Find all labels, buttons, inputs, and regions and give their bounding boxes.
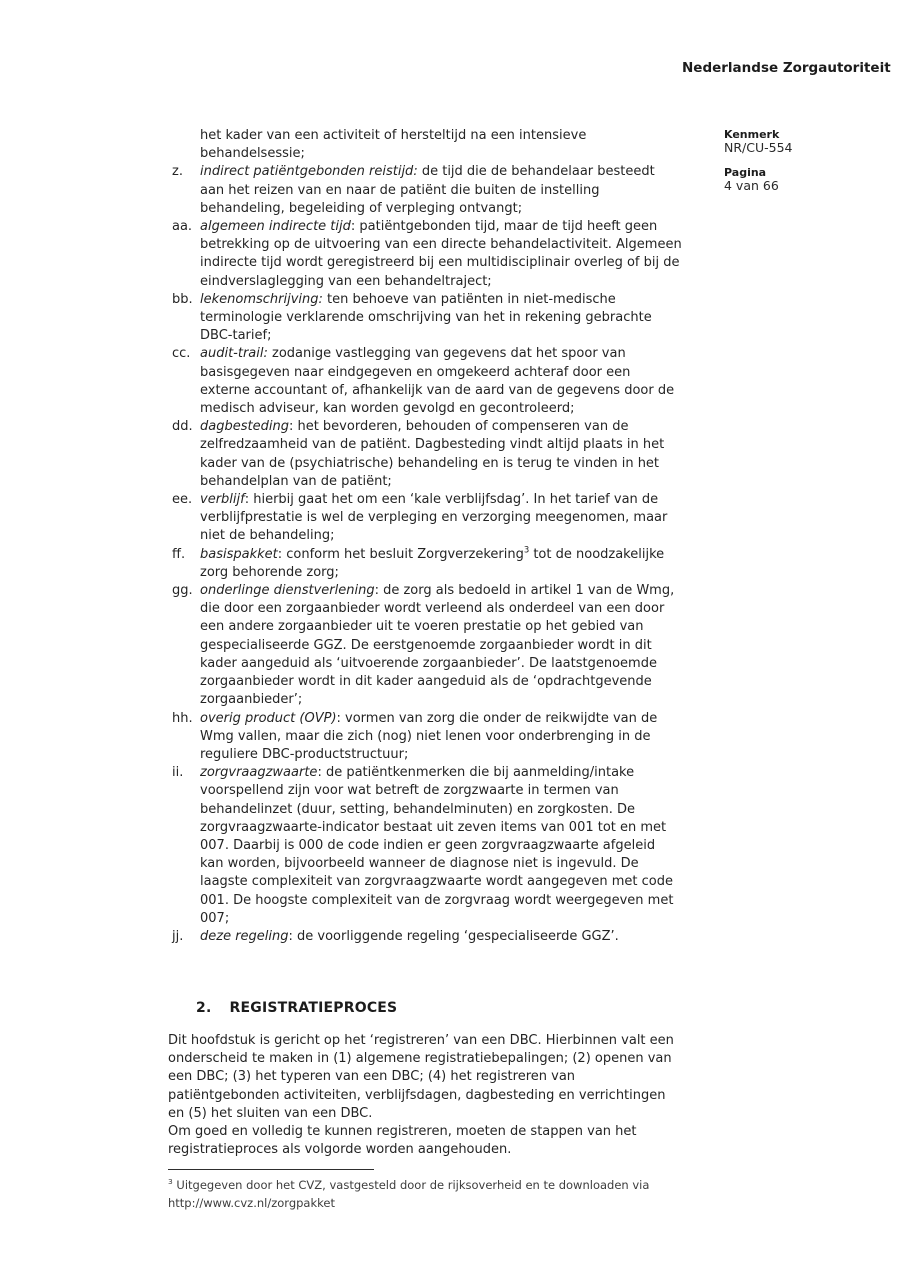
kenmerk-label: Kenmerk: [724, 128, 780, 141]
definition-term: algemeen indirecte tijd: [200, 219, 351, 235]
definition-label: ee.: [172, 492, 193, 508]
definition-label: dd.: [172, 419, 193, 435]
definition-list: [168, 127, 682, 946]
footnote-url: http://www.cvz.nl/zorgpakket: [168, 1196, 335, 1210]
definition-term: lekenomschrijving:: [200, 291, 323, 307]
definition-item: [168, 163, 682, 218]
superscript-reference: 3: [523, 544, 530, 555]
definition-item: [168, 546, 682, 582]
definition-label: hh.: [172, 710, 193, 726]
definition-text: [200, 491, 682, 546]
definition-body-text: : de voorliggende regeling ‘gespecialiseerde GGZ’.: [288, 928, 619, 944]
definition-text: [200, 291, 682, 346]
definition-text: [200, 546, 682, 582]
pagina-label: Pagina: [724, 166, 767, 179]
definition-body-text: : hierbij gaat het om een ‘kale verblijfsdag’. In het tarief van de verblijfprestatie is wel de verpleging en verzorging meegenomen, maar niet de behandeling;: [200, 492, 668, 544]
definition-term: verblijf: [200, 492, 245, 508]
definition-body-text: de tijd die de behandelaar besteedt aan het reizen van en naar de patiënt die buiten de instelling behandeling, begeleiding of verpleging ontvangt;: [200, 164, 655, 216]
definition-label: jj.: [172, 928, 184, 944]
definition-term: onderlinge dienstverlening: [200, 583, 375, 599]
definition-text: [200, 710, 682, 765]
definition-label: aa.: [172, 219, 193, 235]
definition-item: [168, 345, 682, 418]
section-title: REGISTRATIEPROCES: [229, 1000, 398, 1016]
definition-item: [168, 491, 682, 546]
definition-label: [168, 127, 200, 163]
definition-item: [168, 418, 682, 491]
definition-label: cc.: [172, 346, 191, 362]
definition-body-text: : de zorg als bedoeld in artikel 1 van de Wmg, die door een zorgaanbieder wordt verleend als onderdeel van een door een andere zorgaanbieder uit te voeren prestatie op het gebied van gespecialiseerde GGZ. De eerstgenoemde zorgaanbieder wordt in dit kader aangeduid als ‘uitvoerende zorgaanbieder’. De laatstgenoemde zorgaanbieder wordt in dit kader aangeduid als de ‘opdrachtgevende zorgaanbieder’;: [200, 583, 675, 708]
definition-label: z.: [172, 164, 183, 180]
definition-item: [168, 291, 682, 346]
definition-item: [168, 127, 682, 163]
definition-text: [200, 764, 682, 928]
definition-label: gg.: [172, 583, 193, 599]
definition-item: [168, 218, 682, 291]
definition-text: [200, 127, 682, 163]
kenmerk-value: NR/CU-554: [724, 140, 793, 155]
definition-body-text: het kader van een activiteit of hersteltijd na een intensieve behandelsessie;: [200, 128, 587, 162]
definition-body-text: zodanige vastlegging van gegevens dat het spoor van basisgegeven naar eindgegeven en omgekeerd achteraf door een externe accountant of, afhankelijk van de aard van de gegevens door de medisch adviseur, kan worden gevolgd en gecontroleerd;: [200, 346, 675, 417]
definition-text: [200, 345, 682, 418]
definition-item: [168, 710, 682, 765]
definition-label: ii.: [172, 765, 184, 781]
definition-body-text: : patiëntgebonden tijd, maar de tijd heeft geen betrekking op de uitvoering van een directe behandelactiviteit. Algemeen indirecte tijd wordt geregistreerd bij een multidisciplinair overleg of bij de eindverslaglegging van een behandeltraject;: [200, 219, 682, 289]
paragraph: Om goed en volledig te kunnen registreren, moeten de stappen van het registratieproces als volgorde worden aangehouden.: [168, 1124, 637, 1158]
definition-body-text: : vormen van zorg die onder de reikwijdte van de Wmg vallen, maar die zich (nog) niet lenen voor onderbrenging in de reguliere DBC-productstructuur;: [200, 710, 658, 762]
definition-text: [200, 928, 682, 946]
definition-term: indirect patiëntgebonden reistijd:: [200, 164, 418, 180]
footnote-marker: 3: [168, 1177, 173, 1187]
nza-logo-wordmark: Nederlandse Zorgautoriteit: [682, 60, 891, 76]
definition-text: [200, 582, 682, 709]
section-number: 2.: [196, 1000, 212, 1016]
definition-body-text: ten behoeve van patiënten in niet-medische terminologie verklarende omschrijving van het in rekening gebrachte DBC-tarief;: [200, 291, 652, 344]
paragraph: Dit hoofdstuk is gericht op het ‘registreren’ van een DBC. Hierbinnen valt een onderscheid te maken in (1) algemene registratiebepalingen; (2) openen van een DBC; (3) het typeren van een DBC; (4) het registreren van patiëntgebonden activiteiten, verblijfsdagen, dagbesteding en verrichtingen en (5) het sluiten van een DBC.: [168, 1033, 674, 1121]
definition-item: [168, 928, 682, 946]
definition-term: basispakket: [200, 546, 278, 562]
definition-body-text: tot de noodzakelijke zorg behorende zorg;: [200, 546, 665, 580]
definition-term: deze regeling: [200, 928, 289, 944]
definition-item: [168, 764, 682, 928]
definition-label: bb.: [172, 291, 193, 307]
footnote-divider: [168, 1169, 374, 1170]
pagina-value: 4 van 66: [724, 178, 779, 193]
section-heading: [196, 1000, 397, 1016]
definition-term: overig product (OVP): [200, 710, 337, 726]
definition-text: [200, 163, 682, 218]
definition-label: ff.: [172, 546, 186, 562]
body-paragraphs: [168, 1032, 682, 1159]
definition-body-text: : conform het besluit Zorgverzekering: [277, 546, 524, 562]
definition-item: [168, 582, 682, 709]
definition-text: [200, 218, 682, 291]
footnote-text: Uitgegeven door het CVZ, vastgesteld door de rijksoverheid en te downloaden via: [176, 1178, 650, 1192]
definition-term: audit-trail:: [200, 346, 268, 362]
definition-text: [200, 418, 682, 491]
document-meta: [724, 128, 793, 204]
definition-term: zorgvraagzwaarte: [200, 765, 318, 781]
footnote: [168, 1176, 682, 1212]
definition-body-text: : het bevorderen, behouden of compenseren van de zelfredzaamheid van de patiënt. Dagbesteding vindt altijd plaats in het kader van de (psychiatrische) behandeling en is terug te vinden in het behandelplan van de patiënt;: [200, 419, 665, 489]
definition-body-text: : de patiëntkenmerken die bij aanmelding/intake voorspellend zijn voor wat betreft de zorgzwaarte in termen van behandelinzet (duur, setting, behandelminuten) en zorgkosten. De zorgvraagzwaarte-indicator bestaat uit zeven items van 001 tot en met 007. Daarbij is 000 de code indien er geen zorgvraagzwaarte afgeleid kan worden, bijvoorbeeld wanneer de diagnose niet is ingevuld. De laagste complexiteit van zorgvraagzwaarte wordt aangegeven met code 001. De hoogste complexiteit van de zorgvraag wordt weergegeven met 007;: [200, 765, 674, 926]
definition-term: dagbesteding: [200, 419, 289, 435]
